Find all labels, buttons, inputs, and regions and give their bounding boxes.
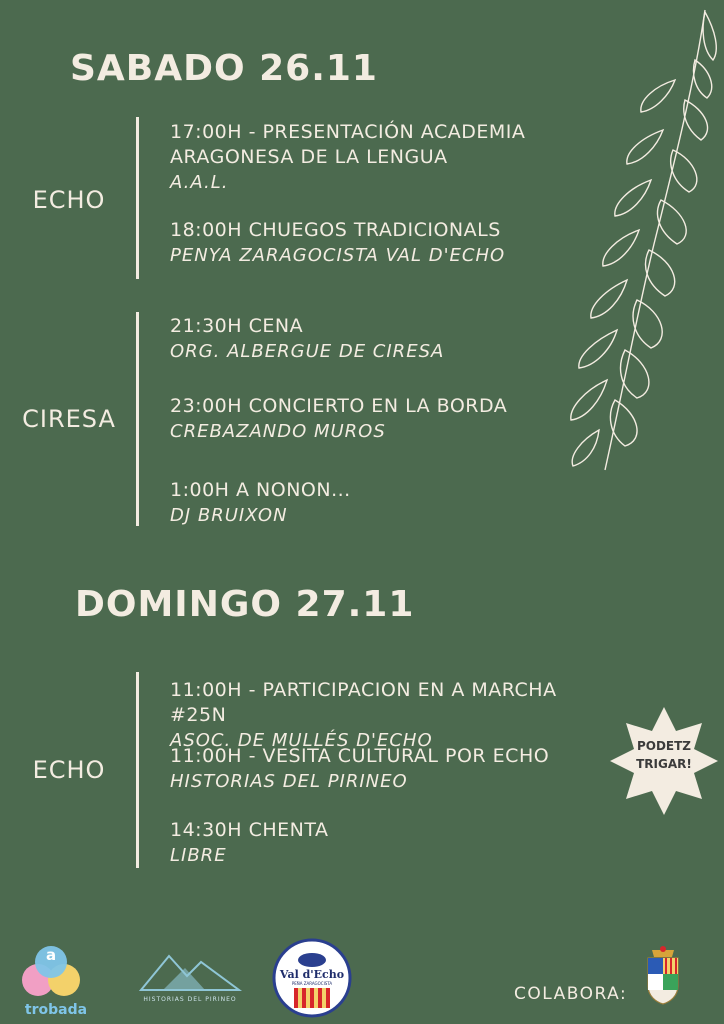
trobada-label: trobada [24,1002,88,1018]
event-title: 11:00H - VESITA CULTURAL POR ECHO [170,745,550,767]
event-title: 23:00H CONCIERTO EN LA BORDA [170,395,508,417]
val-decho-logo [272,938,352,1018]
badge-text [606,737,722,773]
badge-line-2: TRIGAR! [636,757,692,771]
event-item [170,744,610,794]
trobada-logo [16,940,86,1020]
event-organizer: ASOC. DE MULLÉS D'ECHO [170,730,433,751]
event-organizer: ORG. ALBERGUE DE CIRESA [170,341,445,362]
event-organizer: CREBAZANDO MUROS [170,421,386,442]
event-title: 11:00H - PARTICIPACION EN A MARCHA #25N [170,679,557,726]
historias-label: HISTORIAS DEL PIRINEO [143,996,237,1003]
historias-del-pirineo-logo [135,946,245,1010]
event-title: 1:00H A NONON... [170,479,351,501]
event-organizer: DJ BRUIXON [170,505,288,526]
event-organizer: PENYA ZARAGOCISTA VAL D'ECHO [170,245,506,266]
event-item [170,218,610,268]
event-item [170,818,610,868]
event-title: 18:00H CHUEGOS TRADICIONALS [170,219,501,241]
colabora-label: COLABORA: [514,984,628,1004]
mountains-icon [135,946,245,992]
event-item [170,394,610,444]
sunday-title: DOMINGO 27.11 [75,584,415,625]
divider-line [136,312,139,526]
event-item [170,120,610,195]
divider-line [136,117,139,279]
event-organizer: HISTORIAS DEL PIRINEO [170,771,408,792]
event-item [170,478,610,528]
event-title: 17:00H - PRESENTACIÓN ACADEMIA ARAGONESA DE LA LENGUA [170,121,526,168]
event-title: 14:30H CHENTA [170,819,329,841]
val-decho-sub: PEÑA ZARAGOCISTA [291,981,333,986]
badge-line-1: PODETZ [636,739,692,753]
event-title: 21:30H CENA [170,315,304,337]
event-item [170,678,610,753]
event-item [170,314,610,364]
saturday-title: SABADO 26.11 [70,48,378,89]
place-label: ECHO [32,186,106,214]
place-label: ECHO [32,756,106,784]
val-decho-label: Val d'Echo [279,968,345,981]
divider-line [136,672,139,868]
event-organizer: LIBRE [170,845,227,866]
place-label: CIRESA [22,405,116,433]
trobada-letter: a [45,946,57,964]
coat-of-arms-icon [640,944,686,1006]
event-organizer: A.A.L. [170,172,229,193]
